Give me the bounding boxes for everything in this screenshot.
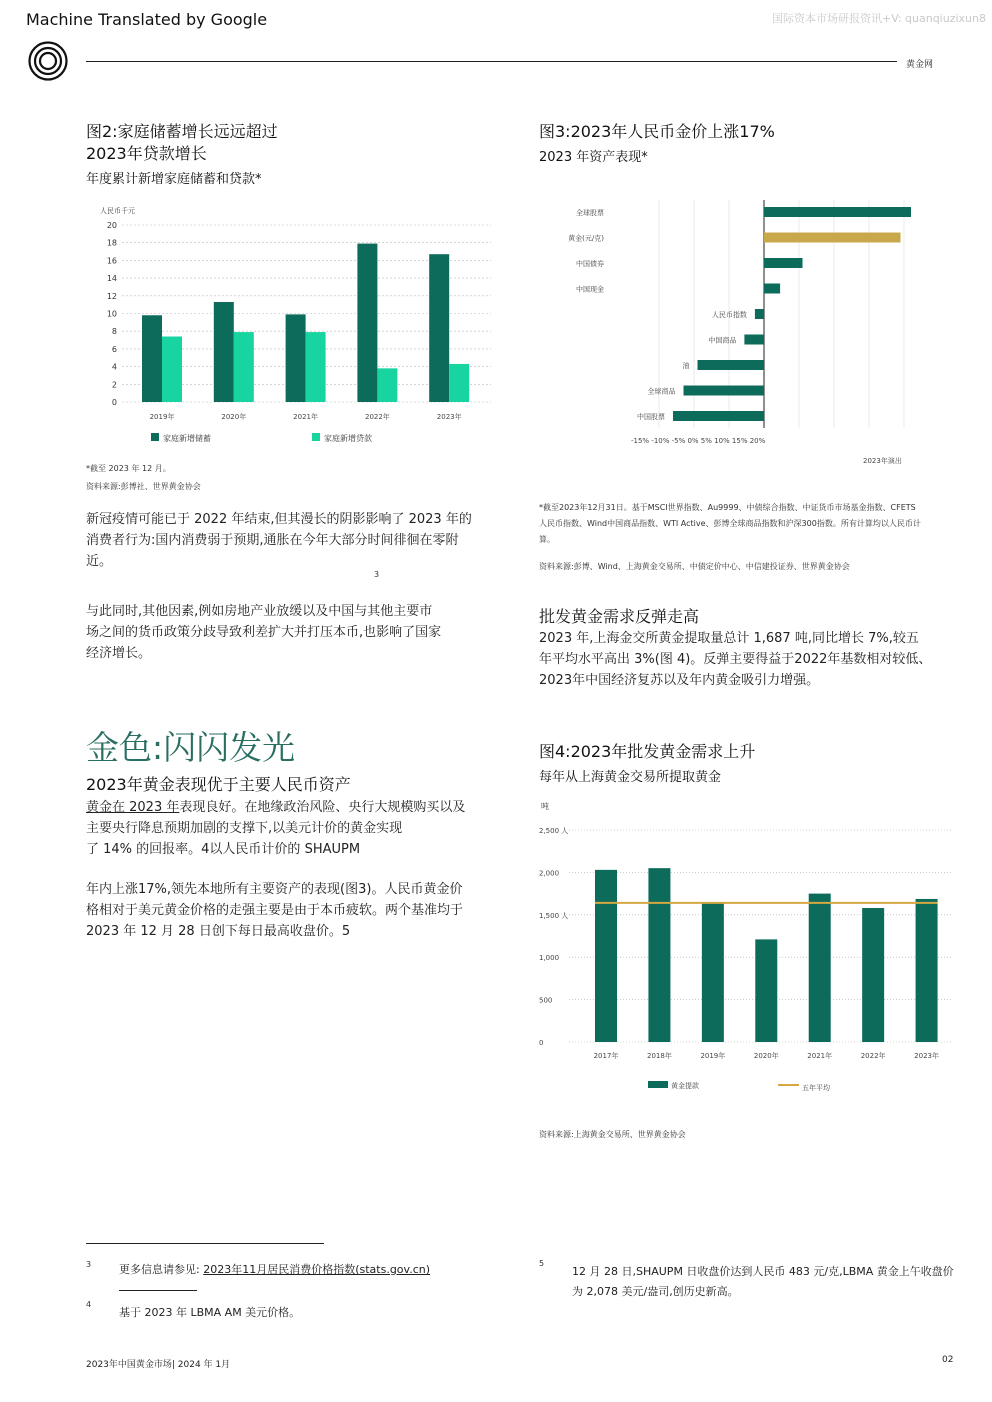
bar-withdrawal xyxy=(595,870,617,1042)
category-label: 油 xyxy=(682,362,690,370)
y-axis-label: 吨 xyxy=(541,802,549,811)
bar-asset xyxy=(744,335,764,345)
y-tick-label: 0 xyxy=(539,1039,544,1047)
y-tick-label: 12 xyxy=(106,291,117,301)
y-tick-label: 4 xyxy=(111,362,117,372)
bar-withdrawal xyxy=(648,868,670,1042)
y-tick-label: 500 xyxy=(539,996,553,1005)
x-tick-label: 2023年 xyxy=(914,1052,939,1060)
footnote-line: 12 月 28 日,SHAUPM 日收盘价达到人民币 483 元/克,LBMA 黄金上午收盘价 xyxy=(572,1265,954,1278)
category-label: 中国现金 xyxy=(576,285,604,294)
para-line: 新冠疫情可能已于 2022 年结束,但其漫长的阴影影响了 2023 年的 xyxy=(86,512,472,527)
fig4-chart xyxy=(539,796,959,1096)
x-tick-label: 2023年 xyxy=(436,413,462,421)
bar-loans xyxy=(162,337,182,402)
category-label: 黄金(元/克) xyxy=(568,234,604,243)
para-line: 消费者行为:国内消费弱于预期,通胀在今年大部分时间徘徊在零附 xyxy=(86,533,459,548)
y-tick-label: 1,000 xyxy=(539,954,560,963)
x-tick-label: 2019年 xyxy=(700,1052,726,1060)
bar-withdrawal xyxy=(702,902,724,1042)
para-line: 近。 xyxy=(86,554,113,569)
fig2-subtitle: 年度累计新增家庭储蓄和贷款* xyxy=(86,172,262,187)
category-label: 人民币指数 xyxy=(711,311,747,319)
y-axis-label: 人民币千元 xyxy=(100,207,135,215)
note-line: 人民币指数、Wind中国商品指数、WTI Active、彭博全球商品指数和沪深300指数。所有计算均以人民币计 xyxy=(539,519,921,528)
brand-label: 黄金网 xyxy=(906,60,934,70)
footnote-3 xyxy=(119,1261,430,1277)
logo-icon xyxy=(28,41,68,81)
bar-loans xyxy=(234,332,254,402)
y-tick-label: 14 xyxy=(106,274,117,284)
x-tick-label: 2017年 xyxy=(593,1052,619,1060)
para-other-factors xyxy=(86,601,441,664)
section-title: 金色:闪闪发光 xyxy=(86,728,296,767)
para-line: 2023 年,上海金交所黄金提取量总计 1,687 吨,同比增长 7%,较五 xyxy=(539,631,919,646)
bar-asset xyxy=(764,284,780,294)
section-subtitle: 2023年黄金表现优于主要人民币资产 xyxy=(86,775,351,794)
bar-loans xyxy=(306,332,326,402)
bar-savings xyxy=(429,254,449,402)
category-label: 中国债券 xyxy=(576,260,604,268)
bar-savings xyxy=(286,314,306,402)
fig2-note: *截至 2023 年 12 月。 xyxy=(86,464,171,473)
underlined-phrase: 黄金在 2023 年 xyxy=(86,800,180,815)
bar-loans xyxy=(377,368,397,402)
para-text: 表现良好。在地缘政治风险、央行大规模购买以及 xyxy=(179,800,466,815)
bar-asset xyxy=(684,386,765,396)
para-line: 2023 年 12 月 28 日创下每日最高收盘价。5 xyxy=(86,924,351,939)
bar-asset xyxy=(698,360,765,370)
x-axis-label: 2023年演出 xyxy=(863,457,902,465)
bar-withdrawal xyxy=(755,939,777,1042)
bar-asset xyxy=(673,411,764,421)
legend-label: 五年平均 xyxy=(802,1084,830,1092)
bar-savings xyxy=(142,315,162,402)
x-tick-label: 2018年 xyxy=(647,1052,672,1060)
footnote-5-number: 5 xyxy=(539,1259,545,1268)
footnote-underline xyxy=(119,1290,197,1291)
x-tick-label: 2022年 xyxy=(364,413,390,421)
para-line: 经济增长。 xyxy=(86,646,152,661)
fig4-source: 资料来源:上海黄金交易所、世界黄金协会 xyxy=(539,1130,686,1139)
para-line: 与此同时,其他因素,例如房地产业放缓以及中国与其他主要市 xyxy=(86,604,433,619)
para-line: 格相对于美元黄金价格的走强主要是由于本币疲软。两个基准均于 xyxy=(86,903,464,918)
para-covid xyxy=(86,509,472,572)
legend-label: 家庭新增贷款 xyxy=(324,434,372,443)
note-line: 算。 xyxy=(539,535,555,544)
fig4-subtitle: 每年从上海黄金交易所提取黄金 xyxy=(539,770,722,785)
x-tick-label: 2019年 xyxy=(149,413,175,421)
fig4-title: 图4:2023年批发黄金需求上升 xyxy=(539,742,756,761)
y-tick-label: 2,500 人 xyxy=(539,827,569,835)
y-tick-label: 8 xyxy=(111,327,117,337)
para-line: 年内上涨17%,领先本地所有主要资产的表现(图3)。人民币黄金价 xyxy=(86,882,463,897)
y-tick-label: 16 xyxy=(106,256,117,266)
bar-withdrawal xyxy=(916,899,938,1042)
footnote-3-number: 3 xyxy=(86,1260,92,1269)
para-line: 场之间的货币政策分歧导致利差扩大并打压本币,也影响了国家 xyxy=(86,625,442,640)
bar-loans xyxy=(449,364,469,402)
fig3-note xyxy=(539,500,921,548)
para-gold-performance xyxy=(86,797,465,860)
y-tick-label: 0 xyxy=(111,398,117,407)
para-line: 了 14% 的回报率。4以人民币计价的 SHAUPM xyxy=(86,842,361,857)
fig3-title: 图3:2023年人民币金价上涨17% xyxy=(539,122,775,141)
y-tick-label: 6 xyxy=(111,344,117,354)
fig3-source: 资料来源:彭博、Wind、上海黄金交易所、中债定价中心、中信建投证券、世界黄金协会 xyxy=(539,562,850,571)
machine-translated-label: Machine Translated by Google xyxy=(26,10,268,29)
footnote-line: 为 2,078 美元/盎司,创历史新高。 xyxy=(572,1285,739,1298)
para-line xyxy=(86,797,465,818)
x-tick-labels: -15% -10% -5% 0% 5% 10% 15% 20% xyxy=(631,437,766,445)
y-tick-label: 2 xyxy=(111,380,117,390)
header-divider xyxy=(86,61,897,62)
x-tick-label: 2021年 xyxy=(293,413,319,421)
footnote-4: 基于 2023 年 LBMA AM 美元价格。 xyxy=(119,1306,301,1319)
bar-withdrawal xyxy=(809,894,831,1042)
footnote-4-number: 4 xyxy=(86,1300,92,1309)
watermark: 国际资本市场研报资讯+V: quanqiuzixun8 xyxy=(771,12,986,25)
bar-gold xyxy=(764,233,901,243)
bar-withdrawal xyxy=(862,908,884,1042)
bar-asset xyxy=(764,258,803,268)
category-label: 全球股票 xyxy=(576,209,604,217)
legend-swatch xyxy=(151,433,159,441)
y-tick-label: 10 xyxy=(106,309,117,319)
fig3-subtitle: 2023 年资产表现* xyxy=(539,150,648,165)
legend-swatch-bars xyxy=(648,1081,668,1088)
para-line: 年平均水平高出 3%(图 4)。反弹主要得益于2022年基数相对较低、 xyxy=(539,652,932,667)
bar-asset xyxy=(755,309,764,319)
note-line: *截至2023年12月31日。基于MSCI世界指数、Au9999、中债综合指数、中证货币市场基金指数、CFETS xyxy=(539,503,916,512)
para-line: 2023年中国经济复苏以及年内黄金吸引力增强。 xyxy=(539,673,820,688)
x-tick-label: 2022年 xyxy=(860,1052,886,1060)
bar-asset xyxy=(764,207,911,217)
category-label: 中国商品 xyxy=(708,336,737,345)
page-number: 02 xyxy=(942,1355,954,1365)
footnote-3-label: 更多信息请参见: xyxy=(119,1263,200,1276)
fig2-title-line1: 图2:家庭储蓄增长远远超过 xyxy=(86,122,278,141)
footer-title: 2023年中国黄金市场| 2024 年 1月 xyxy=(86,1360,231,1370)
fig2-chart xyxy=(86,200,506,450)
para-rmb-gold xyxy=(86,879,463,942)
category-label: 全球商品 xyxy=(647,387,676,396)
bar-savings xyxy=(214,302,234,402)
y-tick-label: 1,500 人 xyxy=(539,911,569,920)
wholesale-heading: 批发黄金需求反弹走高 xyxy=(539,607,700,626)
cpi-link[interactable]: 2023年11月居民消费价格指数(stats.gov.cn) xyxy=(203,1263,431,1276)
x-tick-label: 2020年 xyxy=(753,1052,779,1060)
para-wholesale xyxy=(539,628,931,691)
footnote-divider xyxy=(86,1243,324,1244)
legend-label: 黄金提款 xyxy=(671,1082,699,1090)
fig2-source: 资料来源:彭博社、世界黄金协会 xyxy=(86,482,201,491)
legend-label: 家庭新增储蓄 xyxy=(163,434,211,443)
y-tick-label: 2,000 xyxy=(539,869,560,878)
bar-savings xyxy=(357,244,377,402)
y-tick-label: 18 xyxy=(106,238,117,248)
y-tick-label: 20 xyxy=(106,221,117,230)
fig3-chart xyxy=(539,196,959,468)
footnote-5 xyxy=(572,1262,954,1302)
footnote-ref-3: 3 xyxy=(374,570,380,579)
para-line: 主要央行降息预期加剧的支撑下,以美元计价的黄金实现 xyxy=(86,821,403,836)
legend-swatch xyxy=(312,433,320,441)
x-tick-label: 2021年 xyxy=(807,1052,833,1060)
category-label: 中国股票 xyxy=(637,413,665,421)
fig2-title xyxy=(86,121,278,165)
fig2-title-line2: 2023年贷款增长 xyxy=(86,144,207,163)
x-tick-label: 2020年 xyxy=(221,413,247,421)
